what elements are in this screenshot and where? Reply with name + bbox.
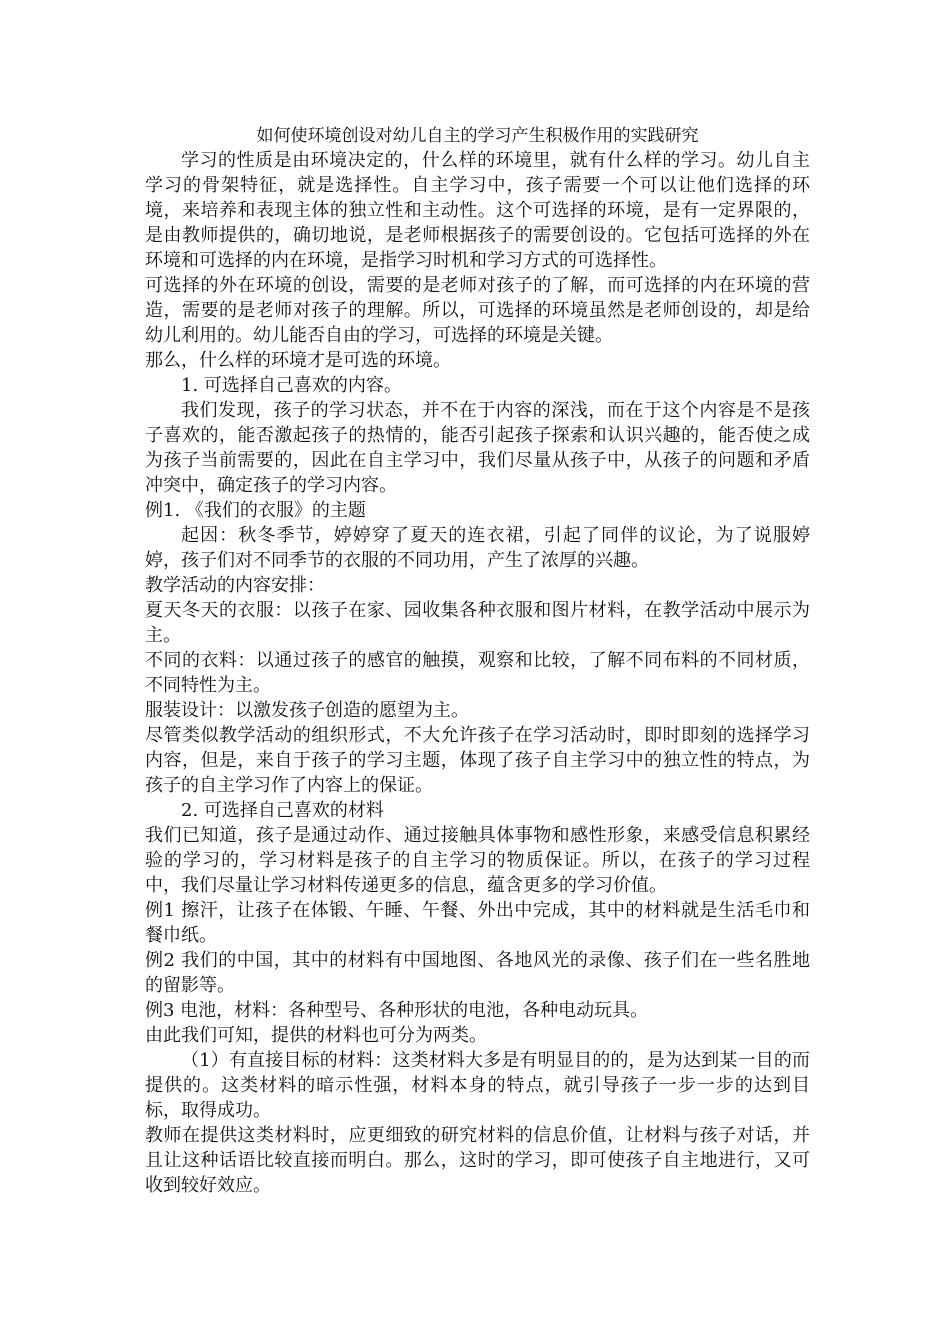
- paragraph: 我们发现，孩子的学习状态，并不在于内容的深浅，而在于这个内容是不是孩子喜欢的，能否激起孩子的热情的，能否引起孩子探索和认识兴趣的，能否使之成为孩子当前需要的，因此在自主学习中，我们尽量从孩子中，从孩子的问题和矛盾冲突中，确定孩子的学习内容。: [145, 400, 810, 496]
- paragraph: 我们已知道，孩子是通过动作、通过接触具体事物和感性形象，来感受信息积累经验的学习的，学习材料是孩子的自主学习的物质保证。所以，在孩子的学习过程中，我们尽量让学习材料传递更多的信息，蕴含更多的学习价值。: [145, 825, 810, 896]
- paragraph: 服装设计：以激发孩子创造的愿望为主。: [145, 700, 469, 721]
- paragraph: 起因：秋冬季节，婷婷穿了夏天的连衣裙，引起了同伴的议论，为了说服婷婷，孩子们对不同季节的衣服的不同功用，产生了浓厚的兴趣。: [145, 525, 810, 571]
- paragraph: 尽管类似教学活动的组织形式，不大允许孩子在学习活动时，即时即刻的选择学习内容，但是，来自于孩子的学习主题，体现了孩子自主学习中的独立性的特点，为孩子的自主学习作了内容上的保证。: [145, 725, 810, 796]
- paragraph: 由此我们可知，提供的材料也可分为两类。: [145, 1025, 487, 1046]
- paragraph: 教学活动的内容安排：: [145, 575, 325, 596]
- paragraph: 学习的性质是由环境决定的，什么样的环境里，就有什么样的学习。幼儿自主学习的骨架特征，就是选择性。自主学习中，孩子需要一个可以让他们选择的环境，来培养和表现主体的独立性和主动性。这个可选择的环境，是有一定界限的，是由教师提供的，确切地说，是老师根据孩子的需要创设的。它包括可选择的外在环境和可选择的内在环境，是指学习时机和学习方式的可选择性。: [145, 150, 810, 271]
- paragraph: （1）有直接目标的材料：这类材料大多是有明显目的的，是为达到某一目的而提供的。这类材料的暗示性强，材料本身的特点，就引导孩子一步一步的达到目标，取得成功。: [145, 1050, 810, 1121]
- document-body: [145, 148, 810, 1198]
- paragraph: 不同的衣料：以通过孩子的感官的触摸，观察和比较，了解不同布料的不同材质，不同特性为主。: [145, 650, 810, 696]
- document-page: [145, 124, 810, 1198]
- paragraph: 例1. 《我们的衣服》的主题: [145, 500, 366, 521]
- paragraph: 1. 可选择自己喜欢的内容。: [181, 375, 402, 396]
- paragraph: 夏天冬天的衣服：以孩子在家、园收集各种衣服和图片材料，在教学活动中展示为主。: [145, 600, 810, 646]
- paragraph: 可选择的外在环境的创设，需要的是老师对孩子的了解，而可选择的内在环境的营造，需要的是老师对孩子的理解。所以，可选择的环境虽然是老师创设的，却是给幼儿利用的。幼儿能否自由的学习，可选择的环境是关键。: [145, 275, 810, 346]
- paragraph: 2. 可选择自己喜欢的材料: [181, 800, 384, 821]
- paragraph: 例1 擦汗，让孩子在体锻、午睡、午餐、外出中完成，其中的材料就是生活毛巾和餐巾纸。: [145, 900, 810, 946]
- paragraph: 教师在提供这类材料时，应更细致的研究材料的信息价值，让材料与孩子对话，并且让这种话语比较直接而明白。那么，这时的学习，即可使孩子自主地进行，又可收到较好效应。: [145, 1125, 810, 1196]
- paragraph: 例2 我们的中国，其中的材料有中国地图、各地风光的录像、孩子们在一些名胜地的留影等。: [145, 950, 810, 996]
- paragraph: 那么，什么样的环境才是可选的环境。: [145, 350, 451, 371]
- paragraph: 例3 电池，材料：各种型号、各种形状的电池，各种电动玩具。: [145, 1000, 649, 1021]
- document-title: 如何使环境创设对幼儿自主的学习产生积极作用的实践研究: [256, 126, 699, 146]
